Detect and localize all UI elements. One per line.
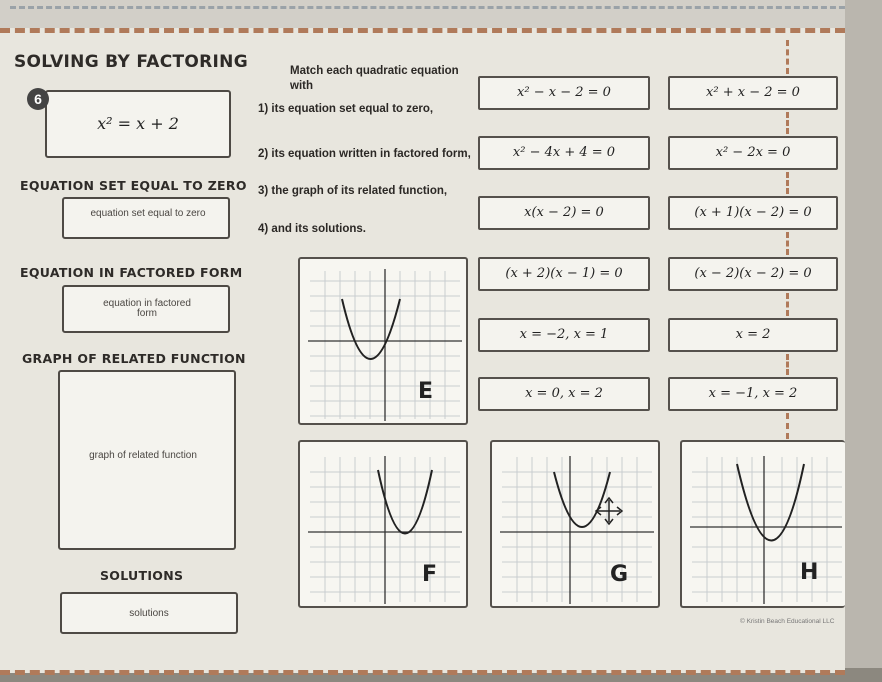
- card-eq-1[interactable]: x² − x − 2 = 0: [478, 76, 650, 110]
- answer-box-label: solutions: [129, 608, 169, 619]
- graph-card-f[interactable]: [298, 440, 468, 608]
- instruction-2: 2) its equation written in factored form,: [258, 148, 471, 160]
- heading-factored: EQUATION IN FACTORED FORM: [20, 265, 243, 280]
- page-title: SOLVING BY FACTORING: [14, 52, 248, 72]
- card-solution-2[interactable]: x = 2: [668, 318, 838, 352]
- instructions-intro: Match each quadratic equation with: [290, 65, 459, 92]
- graph-f-plot: [300, 442, 468, 608]
- bottom-border: [0, 670, 845, 675]
- top-strip: [0, 0, 882, 28]
- graph-card-e[interactable]: [298, 257, 468, 425]
- graph-card-h[interactable]: [680, 440, 845, 608]
- heading-graph: GRAPH OF RELATED FUNCTION: [22, 351, 246, 366]
- answer-box-factored[interactable]: [62, 285, 230, 333]
- graph-label: F: [422, 562, 438, 587]
- answer-box-label: equation set equal to zero: [90, 208, 206, 219]
- equation-text: x² = x + 2: [97, 114, 179, 133]
- card-eq-2[interactable]: x² + x − 2 = 0: [668, 76, 838, 110]
- answer-box-label: equation in factored form: [103, 298, 191, 319]
- card-solution-4[interactable]: x = −1, x = 2: [668, 377, 838, 411]
- heading-solutions: SOLUTIONS: [100, 568, 184, 583]
- graph-h-plot: [682, 442, 845, 608]
- connector: [786, 172, 789, 194]
- answer-box-graph[interactable]: [58, 370, 236, 550]
- graph-g-plot: [492, 442, 660, 608]
- connector: [786, 40, 789, 74]
- card-factored-4[interactable]: (x − 2)(x − 2) = 0: [668, 257, 838, 291]
- graph-label: G: [610, 562, 629, 587]
- instruction-1: 1) its equation set equal to zero,: [258, 103, 434, 115]
- card-factored-2[interactable]: (x + 1)(x − 2) = 0: [668, 196, 838, 230]
- graph-card-g[interactable]: [490, 440, 660, 608]
- answer-box-solutions[interactable]: [60, 592, 238, 634]
- connector: [786, 232, 789, 255]
- instruction-3: 3) the graph of its related function,: [258, 185, 448, 197]
- equation-box[interactable]: [45, 90, 231, 158]
- connector: [786, 112, 789, 134]
- card-eq-4[interactable]: x² − 2x = 0: [668, 136, 838, 170]
- card-solution-3[interactable]: x = 0, x = 2: [478, 377, 650, 411]
- answer-box-label: graph of related function: [89, 450, 197, 461]
- card-solution-1[interactable]: x = −2, x = 1: [478, 318, 650, 352]
- graph-label: H: [800, 560, 819, 585]
- card-eq-3[interactable]: x² − 4x + 4 = 0: [478, 136, 650, 170]
- card-factored-3[interactable]: (x + 2)(x − 1) = 0: [478, 257, 650, 291]
- connector: [786, 354, 789, 375]
- right-margin: [845, 0, 882, 682]
- graph-label: E: [418, 379, 434, 404]
- connector: [786, 293, 789, 316]
- graph-e-plot: [300, 259, 468, 425]
- answer-box-set-zero[interactable]: [62, 197, 230, 239]
- card-factored-1[interactable]: x(x − 2) = 0: [478, 196, 650, 230]
- copyright: © Kristin Beach Educational LLC: [740, 618, 835, 625]
- problem-number: 6: [27, 88, 49, 110]
- instruction-4: 4) and its solutions.: [258, 223, 366, 235]
- connector: [786, 413, 789, 439]
- heading-set-zero: EQUATION SET EQUAL TO ZERO: [20, 178, 247, 193]
